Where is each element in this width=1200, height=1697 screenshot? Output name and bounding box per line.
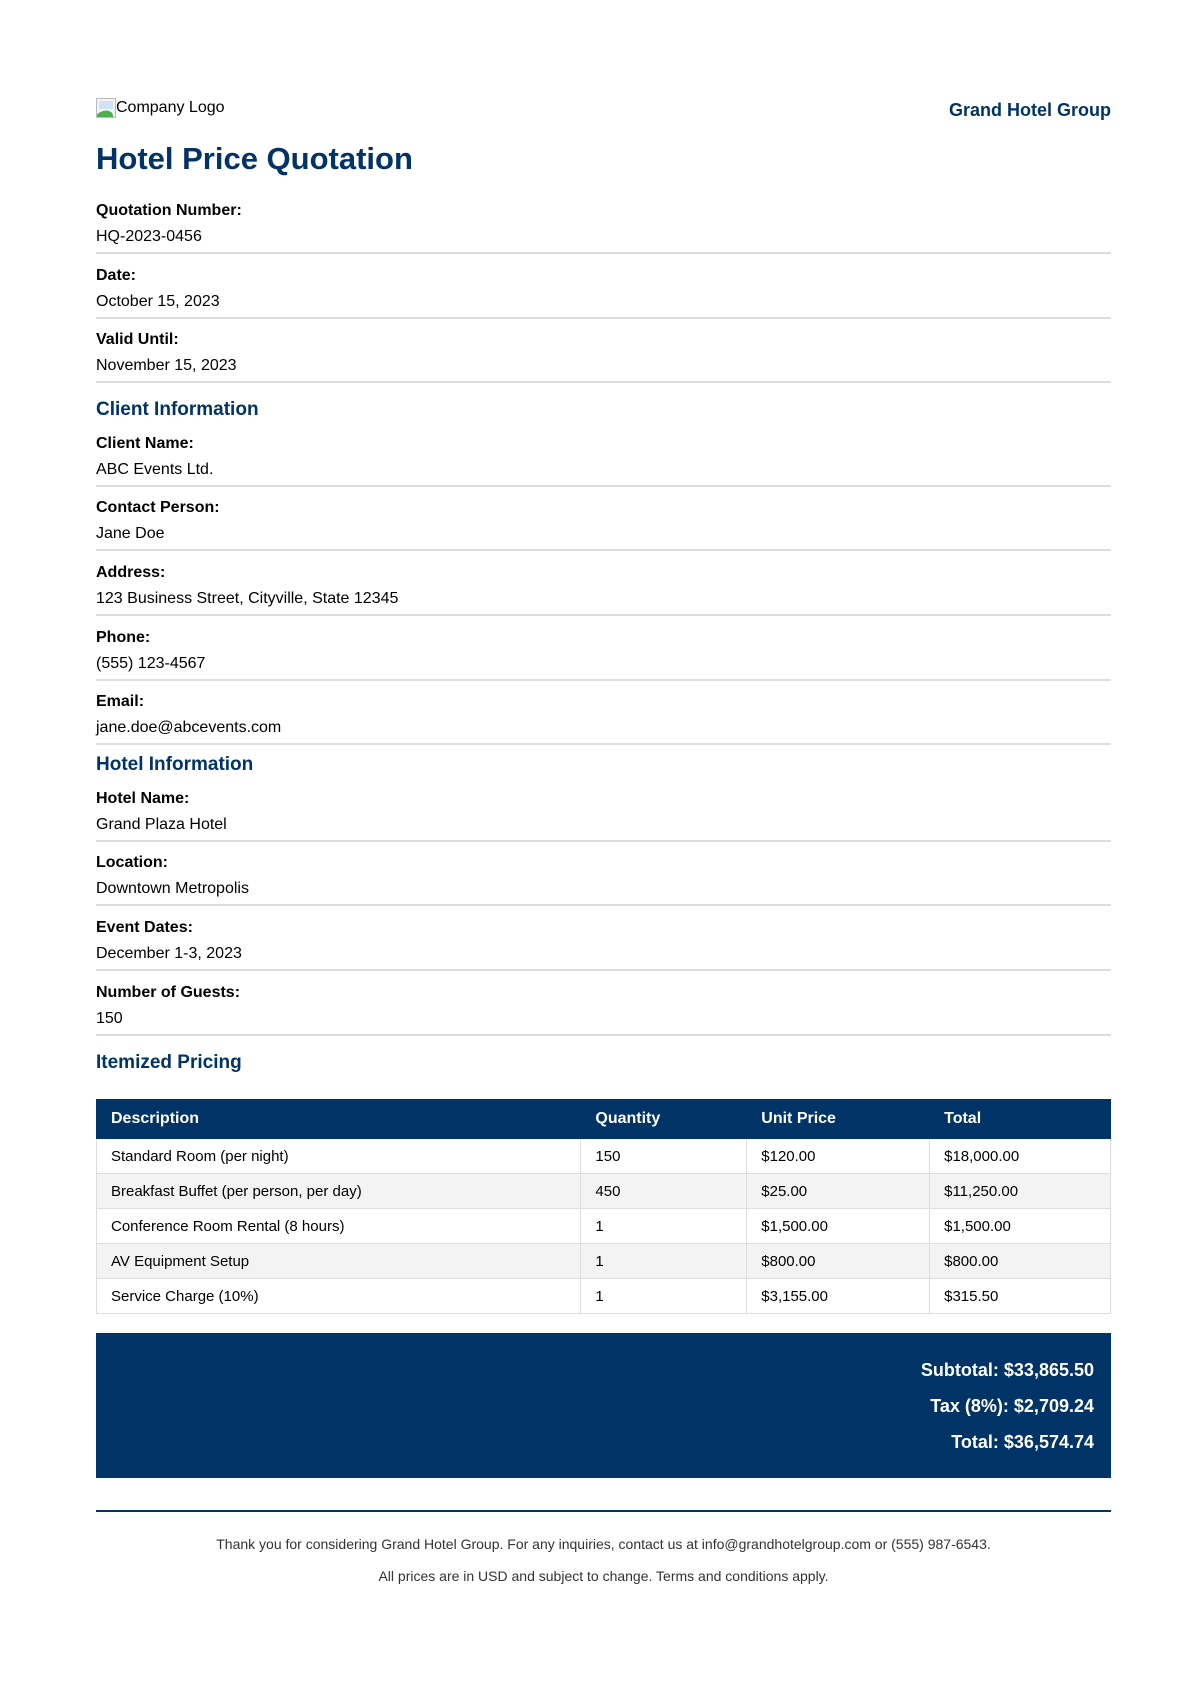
field-value: 123 Business Street, Cityville, State 12345 [96, 590, 399, 607]
totals-summary [96, 1333, 1111, 1478]
broken-image-icon [96, 98, 116, 118]
footer-contact-text: Thank you for considering Grand Hotel Group. For any inquiries, contact us at info@grandhotelgroup.com or (555) 987-6543. [216, 1536, 991, 1552]
subtotal: Subtotal: $33,865.50 [920, 1360, 1094, 1380]
document-header [96, 98, 1111, 122]
field-label: Client Name: [96, 435, 194, 452]
cell-quantity: 450 [581, 1174, 747, 1209]
field-label: Date: [96, 267, 137, 284]
field-label: Contact Person: [96, 499, 220, 516]
cell-quantity: 1 [581, 1279, 747, 1314]
table-header-row [97, 1100, 1111, 1139]
field-hotel-name [96, 789, 1111, 842]
cell-total: $1,500.00 [930, 1209, 1111, 1244]
logo-alt-text: Company Logo [116, 99, 225, 116]
field-value: Downtown Metropolis [96, 880, 249, 897]
field-address [96, 563, 1111, 616]
footer-divider [96, 1510, 1111, 1512]
field-label: Email: [96, 693, 145, 710]
cell-description: Conference Room Rental (8 hours) [97, 1209, 581, 1244]
grand-total: Total: $36,574.74 [951, 1432, 1094, 1452]
field-value: December 1-3, 2023 [96, 945, 242, 962]
cell-total: $11,250.00 [930, 1174, 1111, 1209]
cell-unit-price: $1,500.00 [747, 1209, 930, 1244]
field-location [96, 853, 1111, 906]
cell-quantity: 1 [581, 1209, 747, 1244]
field-value: jane.doe@abcevents.com [96, 719, 282, 736]
field-contact-person [96, 498, 1111, 551]
field-valid-until [96, 330, 1111, 383]
table-row [97, 1174, 1111, 1209]
cell-unit-price: $800.00 [747, 1244, 930, 1279]
field-value: Grand Plaza Hotel [96, 816, 227, 833]
cell-quantity: 150 [581, 1139, 747, 1174]
company-logo [96, 98, 225, 118]
field-value: Jane Doe [96, 525, 165, 542]
field-value: November 15, 2023 [96, 357, 237, 374]
field-number-of-guests [96, 983, 1111, 1036]
table-row [97, 1244, 1111, 1279]
field-value: October 15, 2023 [96, 293, 220, 310]
column-header-unit-price: Unit Price [747, 1100, 930, 1139]
field-label: Phone: [96, 629, 151, 646]
cell-description: AV Equipment Setup [97, 1244, 581, 1279]
company-name: Grand Hotel Group [949, 100, 1111, 120]
footer-terms-text: All prices are in USD and subject to change. Terms and conditions apply. [378, 1568, 829, 1584]
cell-total: $800.00 [930, 1244, 1111, 1279]
field-value: ABC Events Ltd. [96, 461, 214, 478]
cell-unit-price: $120.00 [747, 1139, 930, 1174]
field-value: HQ-2023-0456 [96, 228, 202, 245]
field-label: Hotel Name: [96, 790, 190, 807]
cell-quantity: 1 [581, 1244, 747, 1279]
cell-unit-price: $25.00 [747, 1174, 930, 1209]
field-label: Address: [96, 564, 166, 581]
cell-total: $18,000.00 [930, 1139, 1111, 1174]
section-title-hotel: Hotel Information [96, 754, 254, 775]
field-email [96, 692, 1111, 745]
column-header-description: Description [97, 1100, 581, 1139]
field-value: (555) 123-4567 [96, 655, 206, 672]
column-header-quantity: Quantity [581, 1100, 747, 1139]
field-date [96, 266, 1111, 319]
field-value: 150 [96, 1010, 123, 1027]
field-client-name [96, 434, 1111, 487]
field-phone [96, 628, 1111, 681]
section-title-pricing: Itemized Pricing [96, 1052, 242, 1073]
field-label: Event Dates: [96, 919, 193, 936]
cell-description: Breakfast Buffet (per person, per day) [97, 1174, 581, 1209]
section-title-client: Client Information [96, 399, 259, 420]
column-header-total: Total [930, 1100, 1111, 1139]
cell-description: Standard Room (per night) [97, 1139, 581, 1174]
table-row [97, 1209, 1111, 1244]
field-event-dates [96, 918, 1111, 971]
cell-total: $315.50 [930, 1279, 1111, 1314]
tax: Tax (8%): $2,709.24 [930, 1396, 1094, 1416]
field-label: Location: [96, 854, 168, 871]
page-title: Hotel Price Quotation [96, 141, 413, 176]
field-label: Number of Guests: [96, 984, 241, 1001]
field-label: Quotation Number: [96, 202, 242, 219]
table-row [97, 1279, 1111, 1314]
cell-description: Service Charge (10%) [97, 1279, 581, 1314]
field-quotation-number [96, 201, 1111, 254]
table-row [97, 1139, 1111, 1174]
field-label: Valid Until: [96, 331, 179, 348]
cell-unit-price: $3,155.00 [747, 1279, 930, 1314]
pricing-table [96, 1099, 1111, 1314]
